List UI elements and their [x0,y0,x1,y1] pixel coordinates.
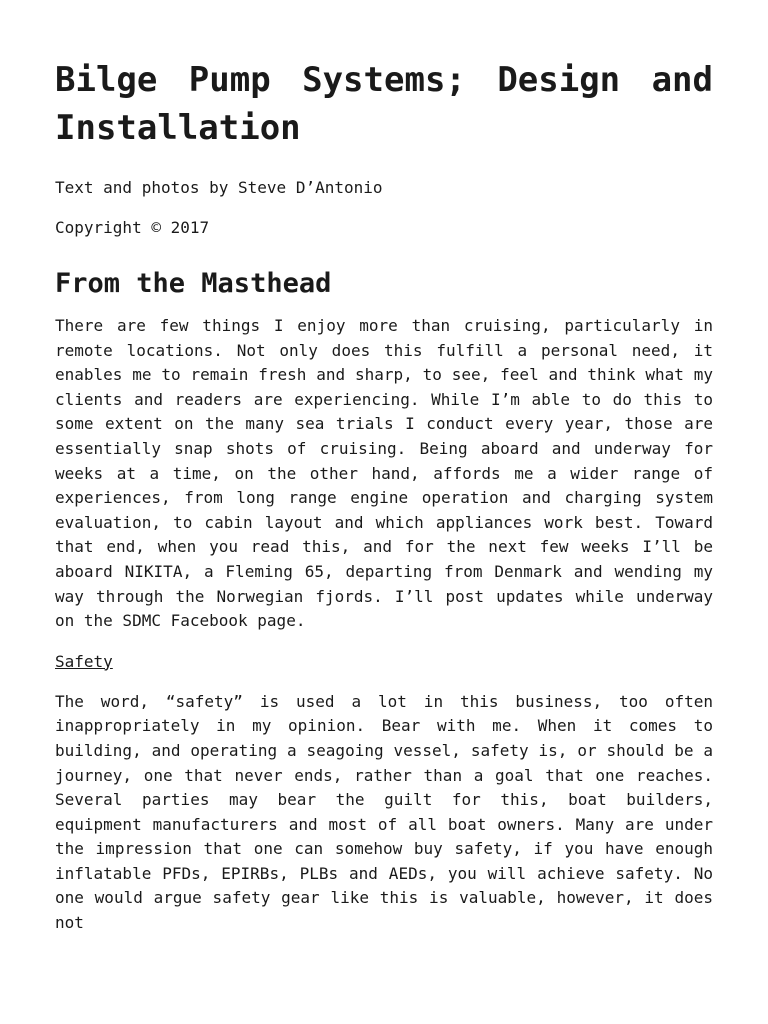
article-byline: Text and photos by Steve D’Antonio [55,178,383,197]
paragraph-masthead: There are few things I enjoy more than cruising, particularly in remote locations. Not only does this fulfill a personal need, it enables me to remain fresh and sharp, to see, feel and think what my clients and readers are experiencing. While I’m able to do this to some extent on the many sea trials I conduct every year, those are essentially snap shots of cruising. Being aboard and underway for weeks at a time, on the other hand, affords me a wider range of experiences, from long range engine operation and charging system evaluation, to cabin layout and which appliances work best. Toward that end, when you read this, and for the next few weeks I’ll be aboard NIKITA, a Fleming 65, departing from Denmark and wending my way through the Norwegian fjords. I’ll post updates while underway on the SDMC Facebook page. [55,316,713,631]
article-copyright: Copyright © 2017 [55,218,210,237]
article-title: Bilge Pump Systems; Design and Installation [55,60,713,148]
section-heading: From the Masthead [55,268,332,299]
safety-subheading: Safety [55,651,113,671]
paragraph-safety: The word, “safety” is used a lot in this business, too often inappropriately in my opinion. Bear with me. When it comes to building, and operating a seagoing vessel, safety is, or should be a journey, one that never ends, rather than a goal that one reaches. Several parties may bear the guilt for this, boat builders, equipment manufacturers and most of all boat owners. Many are under the impression that one can somehow buy safety, if you have enough inflatable PFDs, EPIRBs, PLBs and AEDs, you will achieve safety. No one would argue safety gear like this is valuable, however, it does not [55,691,713,933]
